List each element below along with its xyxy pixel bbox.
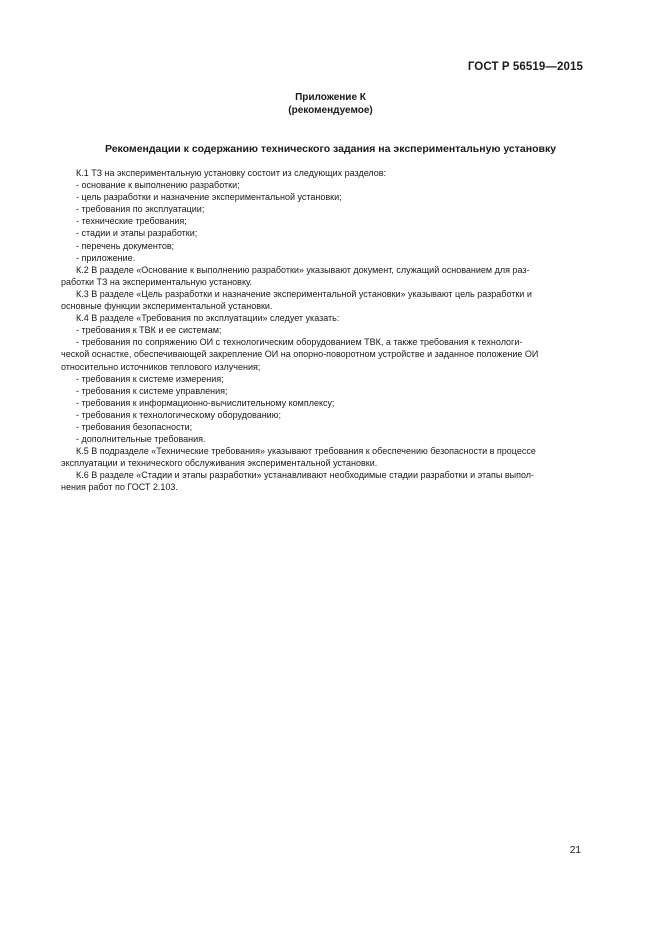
appendix-title: Приложение К — [295, 92, 366, 103]
list-item: - требования к информационно-вычислительному комплексу; — [76, 397, 335, 408]
list-item-continuation: ческой оснастке, обеспечивающей закрепление ОИ на опорно-поворотном устройстве и заданное положение ОИ — [61, 349, 539, 360]
list-item: - требования безопасности; — [76, 421, 193, 432]
list-item: - требования к системе управления; — [76, 385, 228, 396]
list-item: - требования к технологическому оборудованию; — [76, 409, 281, 420]
page-number: 21 — [569, 845, 581, 856]
paragraph-k5-line: К.5 В подразделе «Технические требования» указывают требования к обеспечению безопасности в процессе — [76, 446, 536, 457]
appendix-title-block — [0, 91, 661, 117]
appendix-subtitle: (рекомендуемое) — [288, 105, 373, 116]
list-item: - основание к выполнению разработки; — [76, 180, 240, 191]
list-item: - стадии и этапы разработки; — [76, 228, 198, 239]
paragraph-k4-intro: К.4 В разделе «Требования по эксплуатации» следует указать: — [76, 313, 340, 324]
list-item: - требования к системе измерения; — [76, 373, 224, 384]
list-item: - цель разработки и назначение экспериментальной установки; — [76, 192, 342, 203]
list-item-continuation: относительно источников теплового излучения; — [61, 361, 261, 372]
paragraph-k5-line: эксплуатации и технического обслуживания экспериментальной установки. — [61, 458, 378, 469]
paragraph-k3-line: К.3 В разделе «Цель разработки и назначение экспериментальной установки» указывают цель разработки и — [76, 288, 532, 299]
paragraph-k6-line: К.6 В разделе «Стадии и этапы разработки» устанавливают необходимые стадии разработки и этапы выпол- — [76, 470, 535, 481]
section-heading: Рекомендации к содержанию технического задания на экспериментальную установку — [104, 143, 557, 155]
list-item: - технические требования; — [76, 216, 187, 227]
paragraph-k1-intro: К.1 ТЗ на экспериментальную установку состоит из следующих разделов: — [76, 168, 387, 178]
list-item: - требования к ТВК и ее системам; — [76, 325, 222, 336]
paragraph-k3-line: основные функции экспериментальной установки. — [61, 301, 273, 312]
list-item: - требования по сопряжению ОИ с технологическим оборудованием ТВК, а также требования к технологи- — [76, 337, 523, 348]
list-item: - требования по эксплуатации; — [76, 204, 205, 215]
paragraph-k2-line: работки ТЗ на экспериментальную установку. — [61, 276, 253, 287]
document-id: ГОСТ Р 56519—2015 — [467, 61, 583, 73]
paragraph-k6-line: нения работ по ГОСТ 2.103. — [61, 482, 178, 493]
document-body — [61, 167, 582, 494]
paragraph-k2-line: К.2 В разделе «Основание к выполнению разработки» указывают документ, служащий основанием для раз- — [76, 264, 530, 275]
list-item: - приложение. — [76, 252, 136, 263]
list-item: - перечень документов; — [76, 240, 175, 251]
list-item: - дополнительные требования. — [76, 434, 206, 445]
